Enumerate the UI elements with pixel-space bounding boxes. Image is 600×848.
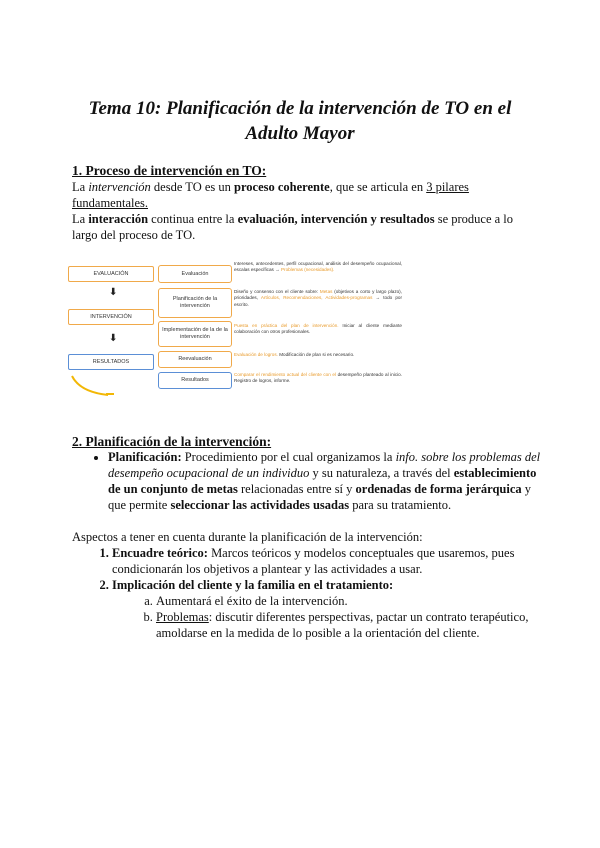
list-item: • Planificación: Procedimiento por el cual organizamos la info. sobre los problemas del desempeño ocupacional de un individuo y su naturaleza, a través del establecimiento de un conjunto de metas relacionadas entre sí y ordenadas de forma jerárquica y que permite seleccionar las actividades usadas para su tratamiento. [108, 449, 550, 513]
diagram-desc-reevaluacion: Evaluación de logros. Modificación de plan si es necesario. [234, 352, 355, 357]
section-1-paragraph-1: La intervención desde TO es un proceso coherente, que se articula en 3 pilares fundamentales. [72, 180, 469, 210]
diagram-left-intervencion: INTERVENCIÓN [68, 309, 154, 325]
page-title [60, 96, 540, 146]
down-arrow-icon: ⬇ [109, 287, 118, 298]
list-item: 2. Implicación del cliente y la familia en el tratamiento: a. Aumentará el éxito de la intervención. b. Problemas: discutir diferentes perspectivas, pactar un contrato terapéutico, amoldarse en la medida de lo posible a la orientación del cliente. [112, 577, 554, 641]
aspects-intro: Aspectos a tener en cuenta durante la planificación de la intervención: [72, 530, 423, 544]
diagram-mid-implementacion: Implementación de la de la intervención [158, 321, 232, 347]
diagram-left-evaluacion: EVALUACIÓN [68, 266, 154, 282]
title-line-1: Tema 10: Planificación de la intervención de TO en el [88, 98, 512, 119]
diagram-desc-implementacion: Puesta en práctica del plan de intervención. Iniciar al cliente mediante colaboración con otros profesionales. [234, 323, 402, 335]
diagram-mid-evaluacion: Evaluación [158, 265, 232, 283]
section-2-heading: 2. Planificación de la intervención: [72, 434, 272, 449]
sub-list [112, 593, 554, 641]
diagram-left-resultados: RESULTADOS [68, 354, 154, 370]
list-item: 1. Encuadre teórico: Marcos teóricos y modelos conceptuales que usaremos, pues condicionarán los objetivos a plantear y las actividades a usar. [112, 545, 554, 577]
diagram-mid-planificacion: Planificación de la intervención [158, 288, 232, 318]
diagram-mid-resultados: Resultados [158, 372, 232, 389]
list-item: b. Problemas: discutir diferentes perspectivas, pactar un contrato terapéutico, amoldarse en la medida de lo posible a la orientación del cliente. [156, 609, 554, 641]
title-line-2: Adulto Mayor [245, 123, 355, 144]
diagram-mid-reevaluacion: Reevaluación [158, 351, 232, 368]
section-1-paragraph-2: La interacción continua entre la evaluación, intervención y resultados se produce a lo largo del proceso de TO. [72, 212, 514, 242]
diagram-desc-evaluacion: Intereses, antecedentes, perfil ocupacional, análisis del desempeño ocupacional, escalas específicas → Problemas (necesidades). [234, 261, 402, 273]
section-1-heading: 1. Proceso de intervención en TO: [72, 163, 267, 178]
intervention-process-diagram [66, 258, 402, 398]
feedback-curve-arrow [66, 370, 126, 398]
diagram-desc-resultados: Comparar el rendimiento actual del cliente con el desempeño planteado al inicio. Registro de logros, informe. [234, 372, 402, 384]
list-item: a. Aumentará el éxito de la intervención. [156, 593, 554, 609]
aspects-numbered-list [90, 545, 554, 641]
down-arrow-icon: ⬇ [109, 333, 118, 344]
planificacion-bullet-list [90, 449, 550, 513]
diagram-desc-planificacion: Diseño y consenso con el cliente sobre: Metas (objetivos a corto y largo plazo), prioridades, Artículos, Recomendaciones, Actividades-programas → todo por escrito. [234, 289, 402, 307]
